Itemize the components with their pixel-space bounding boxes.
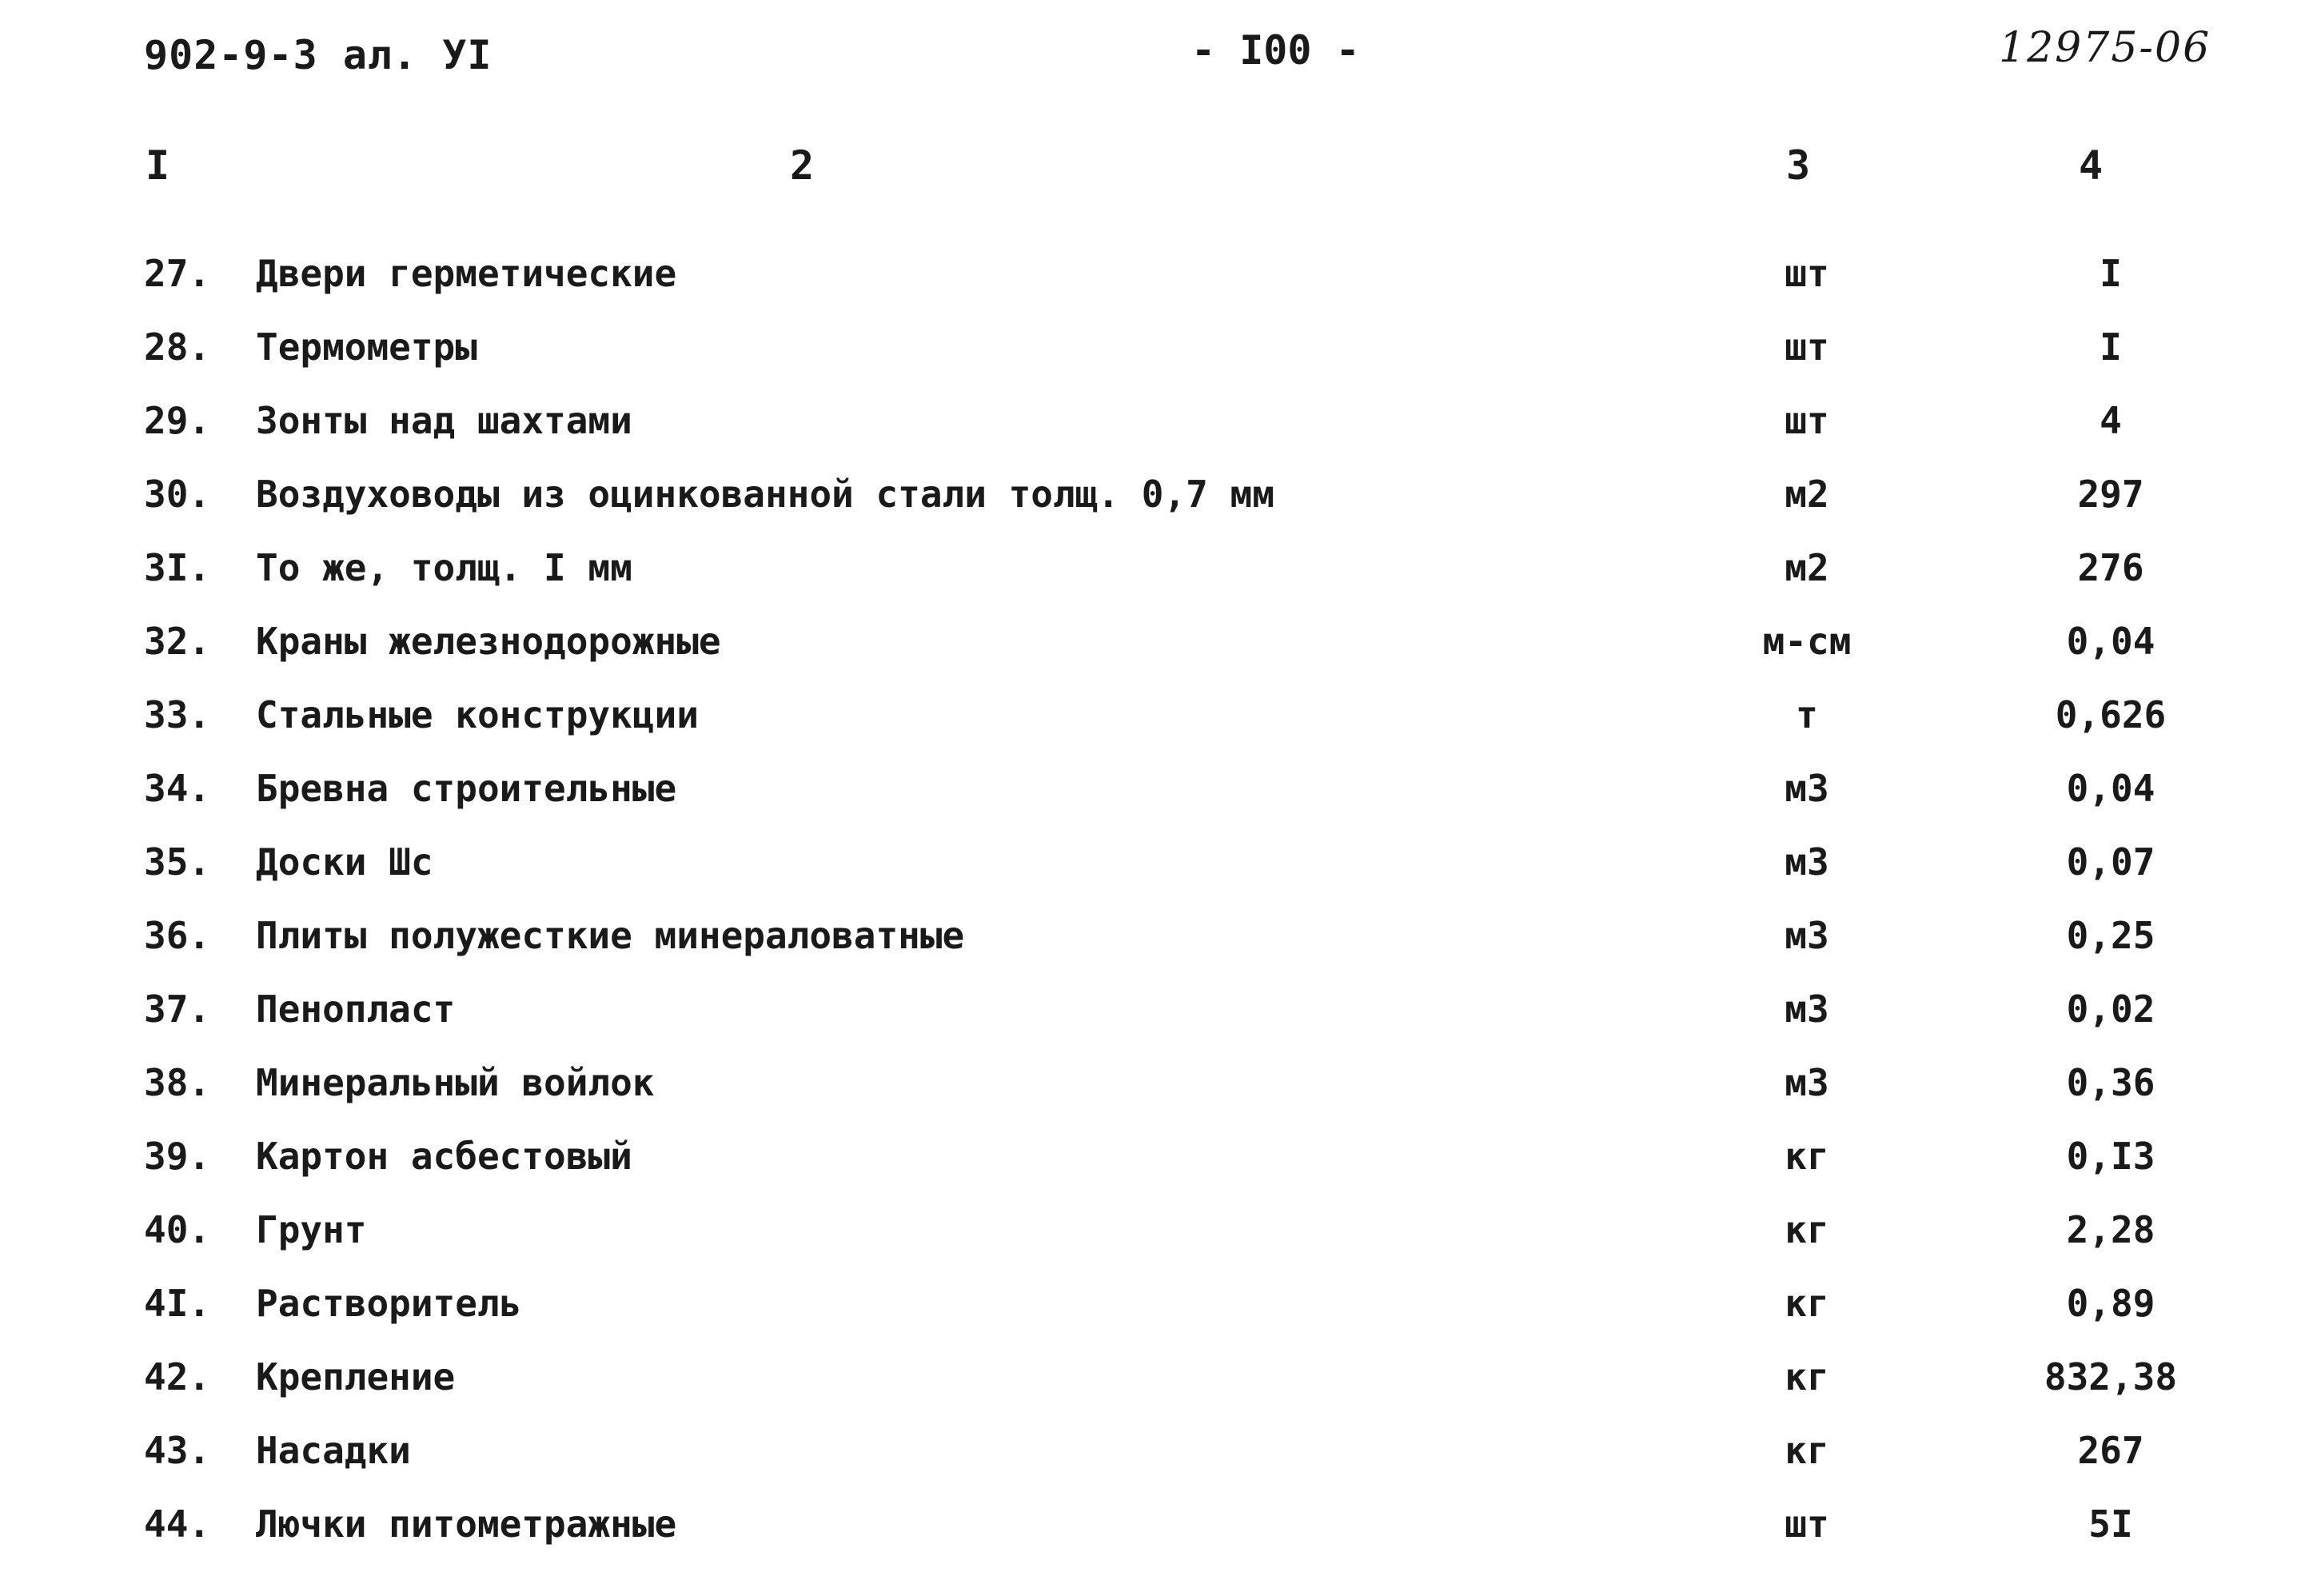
table-row [0,1059,2313,1132]
table-row [0,1426,2313,1500]
item-name: Бревна строительные [256,767,677,810]
table-row [0,764,2313,838]
column-header-name: 2 [790,142,815,189]
unit-of-measure: шт [1785,399,1829,442]
item-name: Воздуховоды из оцинкованной стали толщ. 0,7 мм [256,473,1274,516]
column-header-quantity: 4 [2079,142,2104,189]
table-row [0,544,2313,617]
archive-number: 12975-06 [1999,24,2211,72]
quantity: 0,04 [2066,767,2155,810]
item-name: Минеральный войлок [256,1061,655,1104]
quantity: 0,04 [2066,620,2155,663]
item-name: Зонты над шахтами [256,399,632,442]
table-row [0,912,2313,985]
item-name: Пенопласт [256,988,456,1031]
row-number: 40. [144,1208,211,1251]
table-row [0,1206,2313,1279]
row-number: 33. [144,693,211,736]
unit-of-measure: кг [1785,1282,1829,1325]
column-header-unit: 3 [1786,142,1811,189]
unit-of-measure: т [1796,693,1818,736]
table-row [0,1500,2313,1574]
quantity: 2,28 [2066,1208,2155,1251]
quantity: I [2100,252,2122,295]
row-number: 28. [144,325,211,369]
row-number: 35. [144,840,211,884]
item-name: Картон асбестовый [256,1135,632,1178]
unit-of-measure: кг [1785,1208,1829,1251]
unit-of-measure: шт [1785,252,1829,295]
column-header-number: I [146,142,170,189]
item-name: Крепление [256,1355,456,1398]
item-name: Грунт [256,1208,367,1251]
item-name: Плиты полужесткие минераловатные [256,914,965,957]
quantity: 0,36 [2066,1061,2155,1104]
unit-of-measure: кг [1785,1355,1829,1398]
item-name: Насадки [256,1429,411,1472]
materials-table [0,249,2313,1574]
quantity: 0,I3 [2066,1135,2155,1178]
item-name: То же, толщ. I мм [256,546,632,589]
item-name: Стальные конструкции [256,693,699,736]
unit-of-measure: м2 [1785,546,1829,589]
row-number: 3I. [144,546,211,589]
unit-of-measure: м-см [1762,620,1852,663]
unit-of-measure: м3 [1785,988,1829,1031]
unit-of-measure: кг [1785,1135,1829,1178]
unit-of-measure: шт [1785,325,1829,369]
unit-of-measure: кг [1785,1429,1829,1472]
quantity: 276 [2077,546,2144,589]
table-row [0,397,2313,470]
row-number: 42. [144,1355,211,1398]
quantity: 267 [2077,1429,2144,1472]
unit-of-measure: м3 [1785,840,1829,884]
quantity: 4 [2100,399,2122,442]
item-name: Краны железнодорожные [256,620,721,663]
row-number: 27. [144,252,211,295]
row-number: 32. [144,620,211,663]
document-code: 902-9-3 ал. УI [144,32,493,78]
item-name: Лючки питометражные [256,1502,677,1546]
quantity: 0,626 [2055,693,2167,736]
quantity: 5I [2088,1502,2133,1546]
quantity: 0,89 [2066,1282,2155,1325]
unit-of-measure: м3 [1785,914,1829,957]
row-number: 39. [144,1135,211,1178]
item-name: Растворитель [256,1282,522,1325]
unit-of-measure: м3 [1785,1061,1829,1104]
item-name: Двери герметические [256,252,677,295]
table-row [0,985,2313,1059]
quantity: 0,25 [2066,914,2155,957]
quantity: 0,07 [2066,840,2155,884]
row-number: 37. [144,988,211,1031]
quantity: 297 [2077,473,2144,516]
table-row [0,691,2313,764]
quantity: I [2100,325,2122,369]
row-number: 34. [144,767,211,810]
unit-of-measure: м3 [1785,767,1829,810]
row-number: 4I. [144,1282,211,1325]
unit-of-measure: м2 [1785,473,1829,516]
table-row [0,838,2313,912]
table-row [0,323,2313,397]
quantity: 0,02 [2066,988,2155,1031]
row-number: 36. [144,914,211,957]
item-name: Доски Шс [256,840,433,884]
table-row [0,1353,2313,1426]
table-row [0,1279,2313,1353]
table-row [0,617,2313,691]
table-row [0,470,2313,544]
row-number: 38. [144,1061,211,1104]
row-number: 44. [144,1502,211,1546]
table-row [0,249,2313,323]
table-row [0,1132,2313,1206]
page-number: - I00 - [1191,27,1360,74]
item-name: Термометры [256,325,477,369]
quantity: 832,38 [2044,1355,2178,1398]
row-number: 43. [144,1429,211,1472]
row-number: 29. [144,399,211,442]
unit-of-measure: шт [1785,1502,1829,1546]
row-number: 30. [144,473,211,516]
